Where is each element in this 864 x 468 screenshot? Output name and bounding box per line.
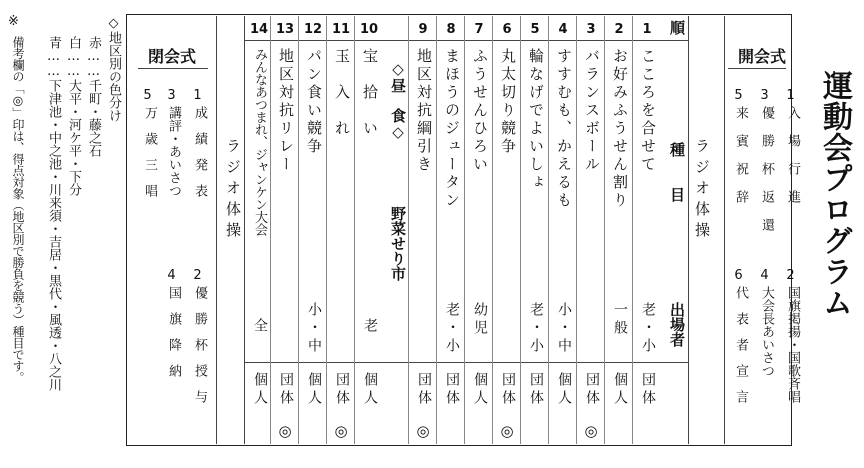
event-name: ふうせんひろい [471,48,489,174]
district-colors-line-red: 赤……千町・藤之石 [86,36,101,157]
event-type: 個人 [306,372,322,408]
note-text: 備考欄の「◎」印は、得点対象（地区別で勝負を競う）種目です。 [11,36,25,383]
district-colors-heading: ◇地区別の色分け [106,16,121,122]
closing-item-number: 5 [140,88,155,103]
event-type: 個人 [556,372,572,408]
closing-ceremony-label: 閉会式 [148,47,197,66]
row-divider [464,16,465,444]
event-participants: 老・小 [528,302,544,356]
row-divider [632,16,633,444]
closing-item-number: 2 [190,268,205,283]
event-number: 9 [418,22,428,37]
lunch-label: ◇昼 食◇ [389,60,407,141]
event-type: 個人 [362,372,378,408]
event-type: 団体 [334,372,350,408]
row-divider [576,16,577,444]
event-number: 14 [249,22,269,37]
header-event: 種 目 [668,142,686,202]
event-number: 1 [642,22,652,37]
opening-item-text: 入 場 行 進 [785,106,800,204]
event-participants: 小・中 [556,302,572,356]
header-order: 順 [668,20,686,35]
event-participants: 老 [362,318,378,336]
closing-item-text: 成 績 発 表 [192,106,207,197]
radio-exercise-opening: ラジオ体操 [693,138,711,243]
event-type: 団体 [278,372,294,408]
scoring-mark: ◎ [334,422,348,440]
opening-item-text: 代 表 者 宣 言 [733,286,748,403]
event-number: 2 [614,22,624,37]
closing-item-number: 4 [164,268,179,283]
opening-item-number: 4 [757,268,772,283]
row-divider [298,16,299,444]
event-number: 12 [303,22,323,37]
note-mark: ※ [8,14,19,29]
opening-item-text: 来 賓 祝 辞 [733,106,748,204]
event-participants: 小・中 [306,302,322,356]
event-type: 団体 [416,372,432,408]
event-name: 輪なげでよいしょ [527,48,545,192]
event-name: みんなあつまれ、ジャンケン大会 [252,48,267,236]
event-name: こころを合せて [639,48,657,174]
event-type: 団体 [528,372,544,408]
event-number: 4 [558,22,568,37]
event-name: 玉 入 れ [333,48,351,138]
row-divider [520,16,521,444]
event-participants: 全 [252,318,268,336]
event-number: 3 [586,22,596,37]
row-divider [270,16,271,444]
event-name: 地区対抗綱引き [415,48,433,174]
event-type: 団体 [640,372,656,408]
event-participants: 老・小 [640,302,656,356]
event-type: 団体 [584,372,600,408]
event-type: 個人 [252,372,268,408]
vegetable-market-label: 野菜せり市 [389,206,407,281]
event-type: 個人 [472,372,488,408]
event-participants: 一般 [612,302,628,338]
row-divider [436,16,437,444]
header-participants: 出場者 [668,302,686,347]
opening-item-text: 国旗掲揚・国歌斉唱 [785,286,800,403]
event-name: 地区対抗リレー [277,48,295,174]
event-number: 5 [530,22,540,37]
scoring-mark: ◎ [584,422,598,440]
row-divider [326,16,327,444]
row-divider [354,16,355,444]
event-name: すすむも、かえるも [555,48,573,210]
radio-exercise-closing: ラジオ体操 [224,138,242,243]
district-colors-line-white: 白……大平・河ケ平・下分 [66,36,81,196]
event-number: 10 [359,22,379,37]
closing-item-number: 1 [190,88,205,103]
closing-item-number: 3 [164,88,179,103]
event-type: 個人 [612,372,628,408]
scoring-mark: ◎ [500,422,514,440]
closing-item-text: 優 勝 杯 授 与 [192,286,207,403]
page-title: 運動会プログラム [817,70,852,318]
district-colors-line-blue: 青……下津池・中之池・川来須・吉居・黒代・風透・八之川 [46,36,61,391]
row-divider [604,16,605,444]
event-participants: 老・小 [444,302,460,356]
opening-item-number: 3 [757,88,772,103]
event-name: 丸太切り競争 [499,48,517,156]
row-divider [492,16,493,444]
closing-item-text: 万 歳 三 唱 [142,106,157,197]
event-participants: 幼児 [472,302,488,338]
event-number: 13 [275,22,295,37]
event-name: お好みふうせん割り [611,48,629,210]
closing-item-text: 国 旗 降 納 [166,286,181,377]
opening-item-number: 2 [783,268,798,283]
event-number: 7 [474,22,484,37]
event-type: 団体 [500,372,516,408]
opening-item-text: 優 勝 杯 返 還 [759,106,774,232]
scoring-mark: ◎ [416,422,430,440]
event-number: 8 [446,22,456,37]
scoring-mark: ◎ [278,422,292,440]
event-name: 宝 拾 い [361,48,379,138]
event-number: 11 [331,22,351,37]
opening-item-text: 大会長あいさつ [759,286,774,377]
opening-ceremony-label: 開会式 [738,47,787,66]
event-name: パン食い競争 [305,48,323,156]
opening-item-number: 5 [731,88,746,103]
opening-item-number: 1 [783,88,798,103]
event-number: 6 [502,22,512,37]
row-divider [548,16,549,444]
closing-item-text: 講評・あいさつ [166,106,181,197]
event-name: まほうのジュータン [443,48,461,210]
opening-item-number: 6 [731,268,746,283]
event-name: バランスボール [583,48,601,174]
event-type: 団体 [444,372,460,408]
